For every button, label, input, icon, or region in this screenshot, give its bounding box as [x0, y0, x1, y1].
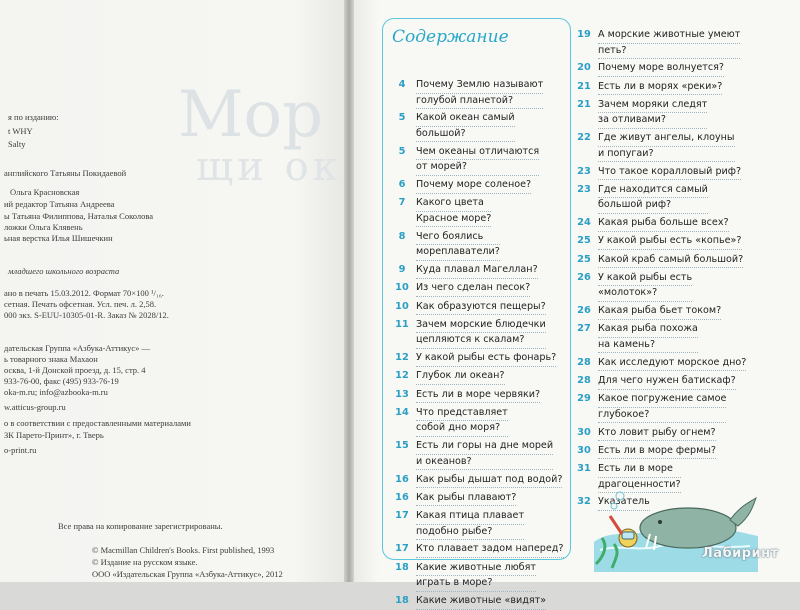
toc-entry-text: и океанов? — [416, 455, 553, 471]
toc-entry-text: и попугаи? — [598, 147, 735, 163]
toc-page-number: 5 — [398, 145, 406, 157]
toc-entry-text: Указатель — [598, 495, 650, 511]
toc-entry-text: Кто ловит рыбу огнем? — [598, 426, 716, 442]
toc-page-number: 22 — [577, 132, 591, 144]
toc-entry-text: Какие животные «видят» — [416, 594, 546, 610]
book-gutter — [344, 0, 354, 582]
imprint-line: ано в печать 15.03.2012. Формат 70×100 ¹/₁₆. — [4, 288, 164, 298]
imprint-line: ложки Ольга Клявень — [4, 222, 83, 232]
toc-entry-text: Как исследуют морское дно? — [598, 356, 746, 372]
imprint-line: ы Татьяна Филиппова, Наталья Соколова — [4, 211, 154, 221]
toc-page-number: 28 — [577, 356, 591, 368]
toc-entry-text: Какая рыба больше всех? — [598, 216, 729, 232]
copyright-line: © Издание на русском языке. — [92, 557, 198, 567]
imprint-line: ий редактор Татьяна Андреева — [4, 199, 115, 209]
rights-notice: Все права на копирование зарегистрированы. — [58, 521, 223, 531]
imprint-line: ьная верстка Илья Шишечкин — [4, 233, 113, 243]
show-through-title: Мор — [178, 78, 324, 152]
show-through-subtitle: щи ок — [196, 144, 342, 190]
toc-entry-text: цепляются к скалам? — [416, 333, 546, 349]
toc-page-number: 24 — [577, 217, 591, 229]
toc-entry-text: Где находится самый — [598, 183, 708, 199]
copyright-line: ООО «Издательская Группа «Азбука-Аттикус», 2012 — [92, 569, 283, 579]
toc-entry-text: драгоценности? — [598, 478, 681, 494]
imprint-line: ЗК Парето-Принт», г. Тверь — [4, 430, 104, 440]
imprint-line: 933-76-00, факс (495) 933-76-19 — [4, 376, 119, 386]
toc-page-number: 17 — [395, 510, 409, 521]
toc-entry-text: Чем океаны отличаются — [416, 145, 539, 161]
toc-page-number: 21 — [577, 80, 591, 92]
toc-page-number: 28 — [577, 375, 591, 386]
toc-page-number: 6 — [398, 179, 406, 191]
toc-entry-text: «молоток»? — [598, 286, 692, 302]
toc-entry-text: У какой рыбы есть фонарь? — [416, 351, 556, 367]
toc-entry-text: собой дно моря? — [416, 421, 508, 437]
imprint-line: сетная. Печать офсетная. Усл. печ. л. 2,58. — [4, 299, 157, 309]
toc-entry-text: У какой рыбы есть — [598, 271, 692, 287]
toc-page-number: 27 — [577, 323, 591, 335]
toc-page-number: 25 — [577, 253, 591, 265]
toc-entry-text: Как рыбы плавают? — [416, 491, 516, 507]
toc-entry-text: Какой краб самый большой? — [598, 253, 743, 269]
toc-page-number: 7 — [398, 197, 406, 209]
toc-entry-text: У какой рыбы есть «копье»? — [598, 234, 742, 250]
toc-page-number: 11 — [395, 318, 409, 330]
toc-page-number: 10 — [395, 300, 409, 312]
toc-page-number: 17 — [395, 543, 409, 555]
toc-page-number: 30 — [577, 444, 591, 456]
watermark-logo: Лабиринт — [702, 546, 779, 561]
toc-page-number: 8 — [398, 230, 406, 242]
toc-entry-text: Есть ли в море фермы? — [598, 444, 716, 460]
toc-page-number: 4 — [398, 79, 406, 90]
toc-page-number: 25 — [577, 235, 591, 247]
toc-entry-text: А морские животные умеют — [598, 28, 740, 44]
toc-page-number: 21 — [577, 98, 591, 110]
toc-entry-text: за отливами? — [598, 113, 707, 129]
toc-page-number: 30 — [577, 426, 591, 438]
imprint-line: ь товарного знака Махаон — [4, 354, 98, 364]
toc-entry-text: Для чего нужен батискаф? — [598, 374, 736, 390]
toc-entry-text: Почему море соленое? — [416, 178, 531, 194]
imprint-line: w.atticus-group.ru — [4, 402, 66, 412]
toc-entry-text: Какое погружение самое — [598, 392, 726, 408]
toc-entry-text: Какого цвета — [416, 196, 491, 212]
toc-page-number: 12 — [395, 370, 409, 382]
toc-entry-text: Какая рыба бьет током? — [598, 304, 721, 320]
toc-page-number: 18 — [395, 595, 409, 606]
toc-page-number: 10 — [395, 282, 409, 294]
toc-entry-text: Как рыбы дышат под водой? — [416, 473, 562, 489]
toc-page-number: 5 — [398, 112, 406, 124]
toc-page-number: 16 — [395, 491, 409, 503]
imprint-line: осква, 1-й Донской проезд, д. 15, стр. 4 — [4, 365, 146, 375]
toc-page-number: 16 — [395, 473, 409, 485]
toc-entry-text: Куда плавал Магеллан? — [416, 263, 538, 279]
toc-page-number: 14 — [395, 406, 409, 418]
imprint-line: младшего школьного возраста — [8, 266, 120, 276]
toc-entry-text: на камень? — [598, 338, 698, 354]
toc-entry-text: подобно рыбе? — [416, 525, 524, 541]
toc-entry-text: мореплаватели? — [416, 245, 500, 261]
toc-entry-text: Какие животные любят — [416, 561, 536, 577]
toc-page-number: 13 — [395, 388, 409, 400]
toc-entry-text: Красное море? — [416, 212, 491, 228]
toc-entry-text: Почему море волнуется? — [598, 61, 724, 77]
toc-entry-text: Какая птица плавает — [416, 509, 524, 525]
toc-page-number: 26 — [577, 305, 591, 317]
toc-entry-text: Зачем морские блюдечки — [416, 318, 546, 334]
toc-entry-text: большой риф? — [598, 198, 708, 214]
toc-entry-text: большой? — [416, 127, 515, 143]
toc-title: Содержание — [392, 27, 509, 47]
imprint-line: дательская Группа «Азбука-Аттикус» — — [4, 343, 151, 353]
toc-entry-text: Есть ли в море червяки? — [416, 388, 540, 404]
toc-entry-text: Какой океан самый — [416, 111, 515, 127]
toc-entry-text: Почему Землю называют — [416, 78, 543, 94]
toc-page-number: 23 — [577, 183, 591, 195]
toc-page-number: 26 — [577, 271, 591, 283]
toc-entry-text: от морей? — [416, 160, 539, 176]
toc-entry-text: Чего боялись — [416, 230, 500, 246]
toc-entry-text: Есть ли в море — [598, 462, 681, 478]
toc-entry-text: Есть ли в морях «реки»? — [598, 80, 722, 96]
toc-entry-text: Есть ли горы на дне морей — [416, 439, 553, 455]
copyright-line: © Macmillan Children's Books. First published, 1993 — [92, 545, 275, 555]
toc-page-number: 9 — [398, 264, 406, 276]
toc-entry-text: голубой планетой? — [416, 94, 543, 110]
left-page — [0, 0, 346, 582]
toc-entry-text: Какая рыба похожа — [598, 322, 698, 338]
toc-entry-text: Где живут ангелы, клоуны — [598, 131, 735, 147]
toc-entry-text: играть в море? — [416, 576, 536, 592]
toc-entry-text: Глубок ли океан? — [416, 369, 505, 385]
imprint-line: o-print.ru — [4, 445, 37, 455]
toc-entry-text: Что такое коралловый риф? — [598, 165, 741, 181]
imprint-line: t WHY — [8, 126, 33, 136]
imprint-line: я по изданию: — [8, 112, 59, 122]
toc-entry-text: Что представляет — [416, 406, 508, 422]
imprint-line: о в соответствии с предоставленными материалами — [4, 418, 191, 428]
toc-page-number: 29 — [577, 393, 591, 405]
imprint-line: Ольга Красновская — [10, 187, 80, 197]
toc-entry-text: петь? — [598, 44, 740, 60]
toc-page-number: 12 — [395, 352, 409, 364]
toc-page-number: 31 — [577, 463, 591, 474]
toc-entry-text: Зачем моряки следят — [598, 98, 707, 114]
toc-page-number: 19 — [577, 29, 591, 40]
toc-page-number: 15 — [395, 440, 409, 452]
imprint-line: 000 экз. S-EUU-10305-01-R. Заказ № 2028/12. — [4, 310, 169, 320]
imprint-line: oka-m.ru; info@azbooka-m.ru — [4, 387, 108, 397]
imprint-line: Salty — [8, 139, 26, 149]
toc-page-number: 20 — [577, 62, 591, 74]
toc-entry-text: Из чего сделан песок? — [416, 281, 530, 297]
imprint-line: английского Татьяны Покидаевой — [4, 168, 127, 178]
toc-entry-text: Кто плавает задом наперед? — [416, 542, 564, 558]
toc-entry-text: Как образуются пещеры? — [416, 300, 546, 316]
toc-page-number: 23 — [577, 165, 591, 177]
toc-page-number: 18 — [395, 561, 409, 573]
toc-entry-text: глубокое? — [598, 408, 726, 424]
toc-page-number: 32 — [577, 496, 591, 508]
